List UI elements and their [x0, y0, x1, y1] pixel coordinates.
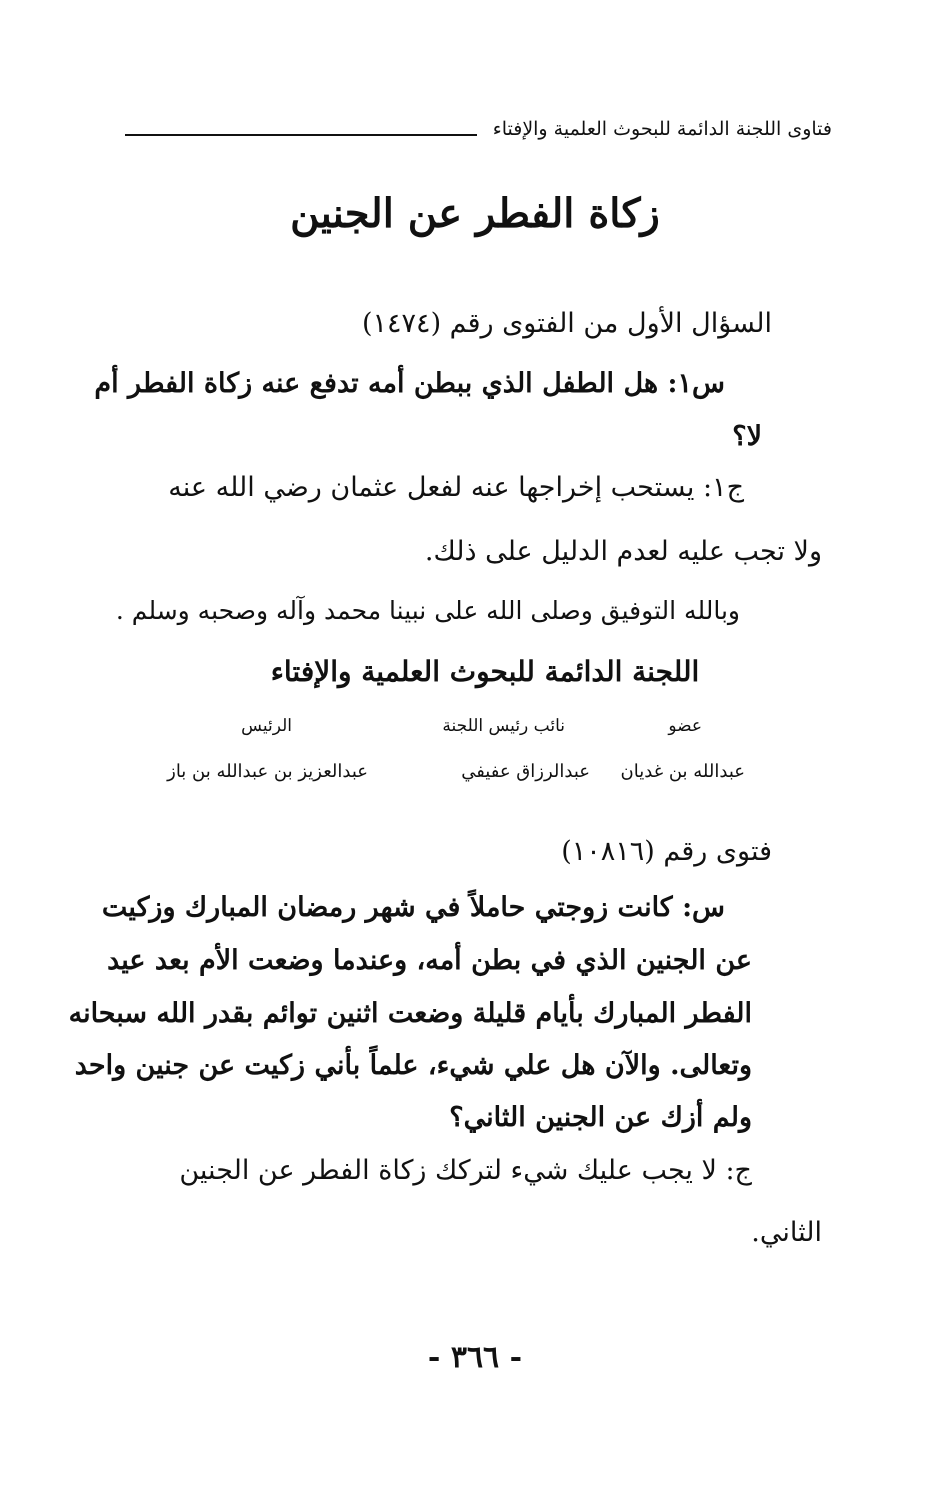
fatwa-1-question-line-2: لا؟: [732, 421, 762, 452]
fatwa-1-closing: وبالله التوفيق وصلى الله على نبينا محمد وآله وصحبه وسلم .: [115, 596, 740, 625]
signatory-name-member: عبدالله بن غديان: [620, 761, 745, 782]
signatory-name-vice-chair: عبدالرزاق عفيفي: [461, 761, 590, 782]
running-header: فتاوى اللجنة الدائمة للبحوث العلمية والإفتاء: [492, 118, 832, 140]
signatory-role-chair: الرئيس: [241, 716, 292, 736]
page-number: - ٣٦٦ -: [427, 1340, 523, 1375]
signatory-role-vice-chair: نائب رئيس اللجنة: [442, 716, 565, 736]
fatwa-2-question-line: وتعالى. والآن هل علي شيء، علماً بأني زكيت عن جنين واحد: [74, 1050, 752, 1081]
fatwa-2-question-line: عن الجنين الذي في بطن أمه، وعندما وضعت الأم بعد عيد: [107, 945, 752, 976]
fatwa-1-answer-line-1: ج١: يستحب إخراجها عنه لفعل عثمان رضي الله عنه: [168, 472, 744, 503]
fatwa-2-question-line: س: كانت زوجتي حاملاً في شهر رمضان المبارك وزكيت: [101, 892, 725, 923]
fatwa-2-question-line: الفطر المبارك بأيام قليلة وضعت اثنين توائم بقدر الله سبحانه: [68, 998, 752, 1029]
committee-name: اللجنة الدائمة للبحوث العلمية والإفتاء: [270, 655, 700, 688]
fatwa-1-answer-line-2: ولا تجب عليه لعدم الدليل على ذلك.: [424, 536, 822, 567]
signatory-role-member: عضو: [668, 716, 702, 736]
chapter-title: زكاة الفطر عن الجنين: [290, 190, 660, 237]
fatwa-2-answer-line-2: الثاني.: [751, 1217, 822, 1248]
signatory-name-chair: عبدالعزيز بن عبدالله بن باز: [167, 761, 368, 782]
fatwa-1-intro: السؤال الأول من الفتوى رقم (١٤٧٤): [362, 308, 772, 339]
fatwa-2-intro: فتوى رقم (١٠٨١٦): [561, 836, 772, 867]
header-rule: [125, 134, 477, 136]
fatwa-2-question-line: ولم أزك عن الجنين الثاني؟: [449, 1102, 752, 1133]
fatwa-1-question-line-1: س١: هل الطفل الذي ببطن أمه تدفع عنه زكاة الفطر أم: [94, 368, 725, 399]
fatwa-2-answer-line-1: ج: لا يجب عليك شيء لتركك زكاة الفطر عن الجنين: [179, 1155, 752, 1186]
